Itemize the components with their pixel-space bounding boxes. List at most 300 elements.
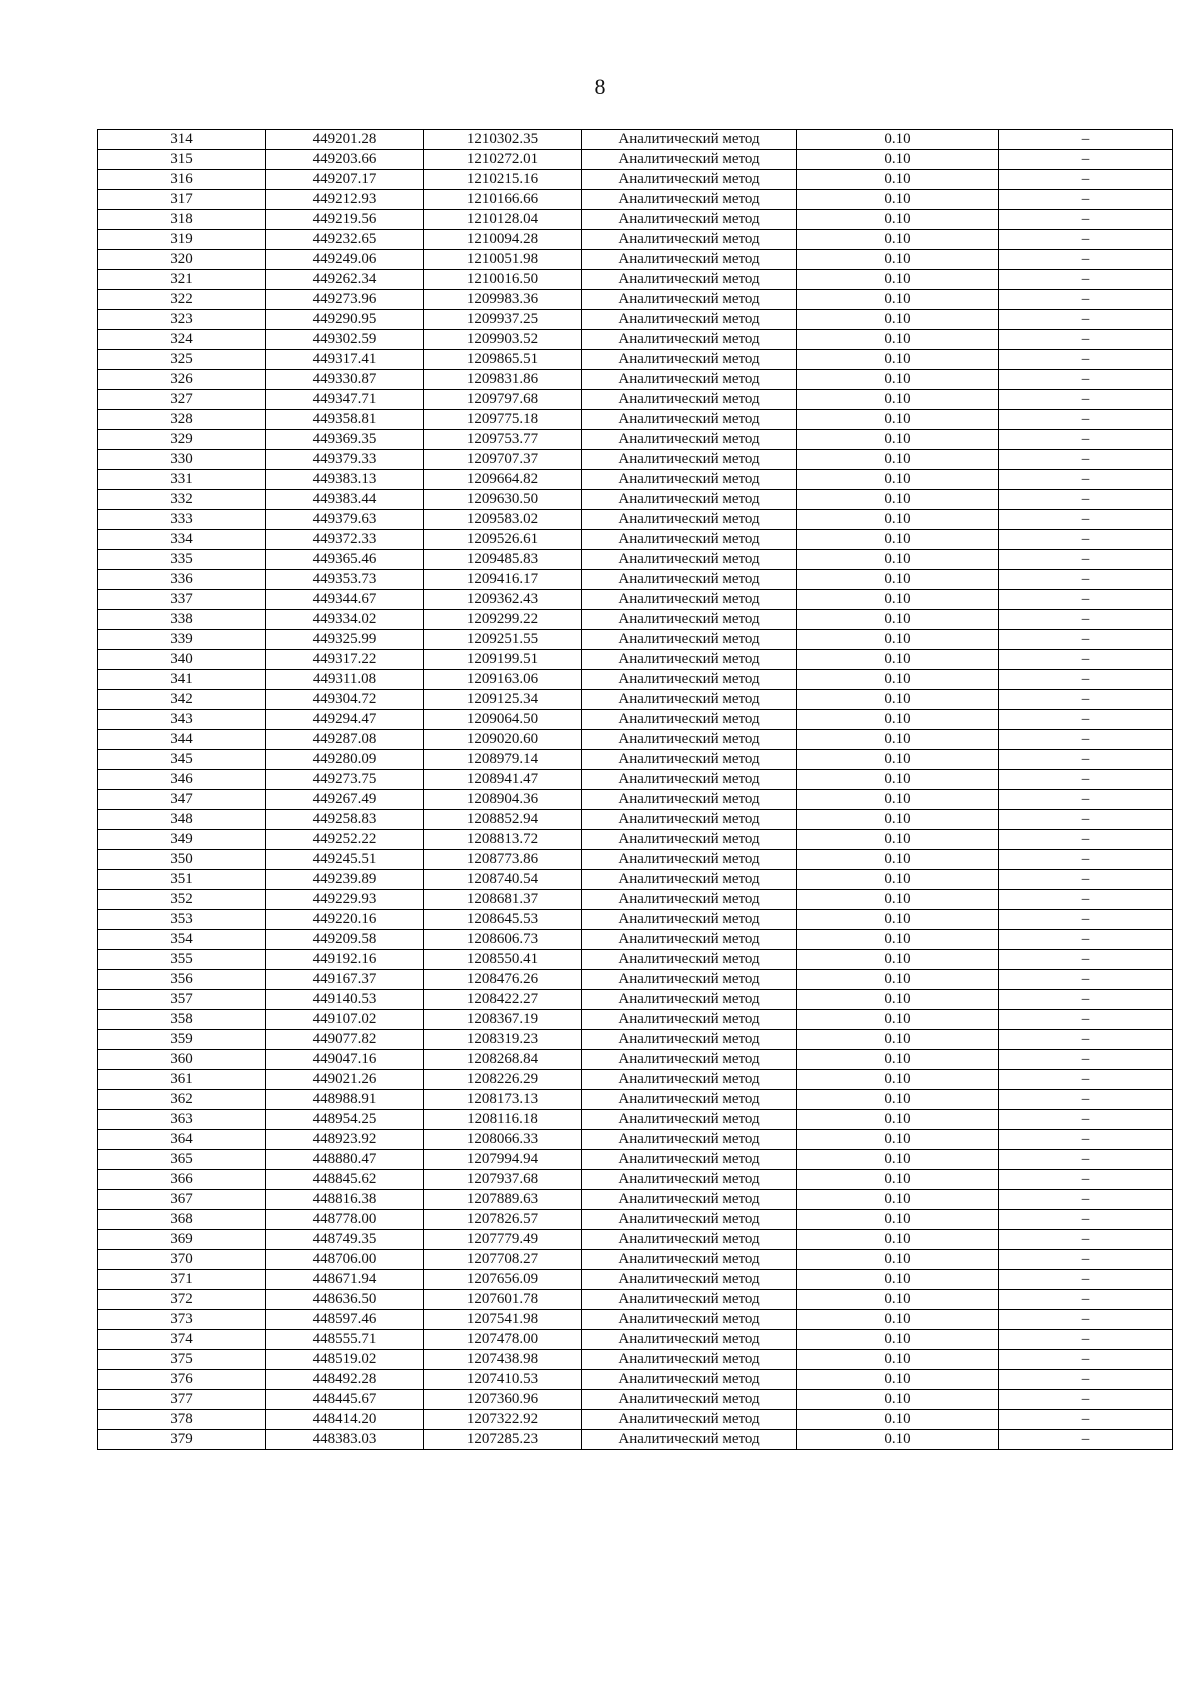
y-coordinate-cell: 1208645.53 [424,910,582,930]
accuracy-cell: 0.10 [797,210,999,230]
note-cell: – [999,1290,1173,1310]
y-coordinate-cell: 1209797.68 [424,390,582,410]
point-number-cell: 361 [98,1070,266,1090]
point-number-cell: 360 [98,1050,266,1070]
y-coordinate-cell: 1209020.60 [424,730,582,750]
x-coordinate-cell: 448519.02 [266,1350,424,1370]
table-row [98,370,1173,390]
x-coordinate-cell: 449379.63 [266,510,424,530]
y-coordinate-cell: 1208226.29 [424,1070,582,1090]
point-number-cell: 348 [98,810,266,830]
y-coordinate-cell: 1208550.41 [424,950,582,970]
x-coordinate-cell: 448445.67 [266,1390,424,1410]
coordinates-table [97,129,1173,1450]
point-number-cell: 343 [98,710,266,730]
x-coordinate-cell: 449220.16 [266,910,424,930]
x-coordinate-cell: 448954.25 [266,1110,424,1130]
x-coordinate-cell: 449334.02 [266,610,424,630]
table-row [98,950,1173,970]
y-coordinate-cell: 1207889.63 [424,1190,582,1210]
x-coordinate-cell: 449325.99 [266,630,424,650]
accuracy-cell: 0.10 [797,730,999,750]
note-cell: – [999,1250,1173,1270]
method-cell: Аналитический метод [582,910,797,930]
accuracy-cell: 0.10 [797,470,999,490]
method-cell: Аналитический метод [582,610,797,630]
y-coordinate-cell: 1209416.17 [424,570,582,590]
point-number-cell: 334 [98,530,266,550]
accuracy-cell: 0.10 [797,1150,999,1170]
accuracy-cell: 0.10 [797,190,999,210]
note-cell: – [999,590,1173,610]
table-row [98,910,1173,930]
note-cell: – [999,1150,1173,1170]
accuracy-cell: 0.10 [797,1010,999,1030]
table-row [98,530,1173,550]
note-cell: – [999,210,1173,230]
y-coordinate-cell: 1207285.23 [424,1430,582,1450]
accuracy-cell: 0.10 [797,1310,999,1330]
method-cell: Аналитический метод [582,1330,797,1350]
table-row [98,170,1173,190]
point-number-cell: 319 [98,230,266,250]
method-cell: Аналитический метод [582,870,797,890]
table-row [98,1290,1173,1310]
point-number-cell: 336 [98,570,266,590]
accuracy-cell: 0.10 [797,390,999,410]
x-coordinate-cell: 449047.16 [266,1050,424,1070]
accuracy-cell: 0.10 [797,750,999,770]
accuracy-cell: 0.10 [797,630,999,650]
table-row [98,1270,1173,1290]
method-cell: Аналитический метод [582,270,797,290]
point-number-cell: 332 [98,490,266,510]
x-coordinate-cell: 449212.93 [266,190,424,210]
y-coordinate-cell: 1207708.27 [424,1250,582,1270]
x-coordinate-cell: 448706.00 [266,1250,424,1270]
y-coordinate-cell: 1210302.35 [424,130,582,150]
accuracy-cell: 0.10 [797,1410,999,1430]
accuracy-cell: 0.10 [797,350,999,370]
table-row [98,1250,1173,1270]
note-cell: – [999,170,1173,190]
x-coordinate-cell: 449294.47 [266,710,424,730]
table-row [98,390,1173,410]
method-cell: Аналитический метод [582,1410,797,1430]
x-coordinate-cell: 448923.92 [266,1130,424,1150]
note-cell: – [999,970,1173,990]
accuracy-cell: 0.10 [797,650,999,670]
accuracy-cell: 0.10 [797,570,999,590]
point-number-cell: 365 [98,1150,266,1170]
point-number-cell: 324 [98,330,266,350]
point-number-cell: 321 [98,270,266,290]
accuracy-cell: 0.10 [797,1290,999,1310]
y-coordinate-cell: 1209485.83 [424,550,582,570]
method-cell: Аналитический метод [582,710,797,730]
note-cell: – [999,1230,1173,1250]
method-cell: Аналитический метод [582,210,797,230]
x-coordinate-cell: 449203.66 [266,150,424,170]
x-coordinate-cell: 449369.35 [266,430,424,450]
note-cell: – [999,370,1173,390]
method-cell: Аналитический метод [582,1050,797,1070]
point-number-cell: 331 [98,470,266,490]
point-number-cell: 367 [98,1190,266,1210]
x-coordinate-cell: 449273.75 [266,770,424,790]
table-row [98,1170,1173,1190]
note-cell: – [999,930,1173,950]
accuracy-cell: 0.10 [797,230,999,250]
x-coordinate-cell: 449140.53 [266,990,424,1010]
table-row [98,890,1173,910]
table-row [98,1130,1173,1150]
table-row [98,570,1173,590]
method-cell: Аналитический метод [582,670,797,690]
y-coordinate-cell: 1208941.47 [424,770,582,790]
accuracy-cell: 0.10 [797,1170,999,1190]
method-cell: Аналитический метод [582,730,797,750]
point-number-cell: 366 [98,1170,266,1190]
method-cell: Аналитический метод [582,150,797,170]
accuracy-cell: 0.10 [797,270,999,290]
method-cell: Аналитический метод [582,190,797,210]
table-row [98,270,1173,290]
accuracy-cell: 0.10 [797,310,999,330]
accuracy-cell: 0.10 [797,1370,999,1390]
accuracy-cell: 0.10 [797,290,999,310]
method-cell: Аналитический метод [582,430,797,450]
method-cell: Аналитический метод [582,1090,797,1110]
x-coordinate-cell: 449273.96 [266,290,424,310]
note-cell: – [999,430,1173,450]
note-cell: – [999,830,1173,850]
method-cell: Аналитический метод [582,770,797,790]
y-coordinate-cell: 1208367.19 [424,1010,582,1030]
x-coordinate-cell: 449347.71 [266,390,424,410]
table-row [98,310,1173,330]
accuracy-cell: 0.10 [797,790,999,810]
x-coordinate-cell: 449358.81 [266,410,424,430]
y-coordinate-cell: 1209865.51 [424,350,582,370]
y-coordinate-cell: 1207541.98 [424,1310,582,1330]
point-number-cell: 323 [98,310,266,330]
table-row [98,1430,1173,1450]
y-coordinate-cell: 1210128.04 [424,210,582,230]
point-number-cell: 328 [98,410,266,430]
accuracy-cell: 0.10 [797,510,999,530]
x-coordinate-cell: 448414.20 [266,1410,424,1430]
method-cell: Аналитический метод [582,490,797,510]
y-coordinate-cell: 1207410.53 [424,1370,582,1390]
accuracy-cell: 0.10 [797,850,999,870]
y-coordinate-cell: 1210051.98 [424,250,582,270]
note-cell: – [999,630,1173,650]
method-cell: Аналитический метод [582,930,797,950]
table-row [98,1010,1173,1030]
point-number-cell: 377 [98,1390,266,1410]
accuracy-cell: 0.10 [797,150,999,170]
accuracy-cell: 0.10 [797,870,999,890]
x-coordinate-cell: 449229.93 [266,890,424,910]
table-row [98,130,1173,150]
x-coordinate-cell: 448597.46 [266,1310,424,1330]
note-cell: – [999,1190,1173,1210]
table-row [98,610,1173,630]
accuracy-cell: 0.10 [797,830,999,850]
x-coordinate-cell: 449353.73 [266,570,424,590]
table-row [98,230,1173,250]
table-row [98,490,1173,510]
y-coordinate-cell: 1209937.25 [424,310,582,330]
table-row [98,1230,1173,1250]
x-coordinate-cell: 449021.26 [266,1070,424,1090]
note-cell: – [999,270,1173,290]
accuracy-cell: 0.10 [797,970,999,990]
accuracy-cell: 0.10 [797,130,999,150]
point-number-cell: 333 [98,510,266,530]
accuracy-cell: 0.10 [797,1070,999,1090]
x-coordinate-cell: 449379.33 [266,450,424,470]
x-coordinate-cell: 449232.65 [266,230,424,250]
note-cell: – [999,890,1173,910]
y-coordinate-cell: 1207656.09 [424,1270,582,1290]
point-number-cell: 329 [98,430,266,450]
table-row [98,730,1173,750]
note-cell: – [999,1030,1173,1050]
y-coordinate-cell: 1209903.52 [424,330,582,350]
y-coordinate-cell: 1207779.49 [424,1230,582,1250]
table-row [98,830,1173,850]
point-number-cell: 368 [98,1210,266,1230]
accuracy-cell: 0.10 [797,690,999,710]
x-coordinate-cell: 449344.67 [266,590,424,610]
method-cell: Аналитический метод [582,130,797,150]
table-row [98,770,1173,790]
note-cell: – [999,690,1173,710]
point-number-cell: 322 [98,290,266,310]
note-cell: – [999,510,1173,530]
y-coordinate-cell: 1210272.01 [424,150,582,170]
x-coordinate-cell: 449267.49 [266,790,424,810]
point-number-cell: 371 [98,1270,266,1290]
x-coordinate-cell: 449239.89 [266,870,424,890]
accuracy-cell: 0.10 [797,330,999,350]
point-number-cell: 349 [98,830,266,850]
note-cell: – [999,850,1173,870]
table-row [98,970,1173,990]
note-cell: – [999,1330,1173,1350]
accuracy-cell: 0.10 [797,590,999,610]
accuracy-cell: 0.10 [797,950,999,970]
x-coordinate-cell: 449302.59 [266,330,424,350]
y-coordinate-cell: 1209199.51 [424,650,582,670]
method-cell: Аналитический метод [582,290,797,310]
x-coordinate-cell: 449207.17 [266,170,424,190]
table-row [98,930,1173,950]
x-coordinate-cell: 449365.46 [266,550,424,570]
x-coordinate-cell: 449192.16 [266,950,424,970]
x-coordinate-cell: 449280.09 [266,750,424,770]
x-coordinate-cell: 448492.28 [266,1370,424,1390]
point-number-cell: 342 [98,690,266,710]
method-cell: Аналитический метод [582,570,797,590]
table-row [98,1150,1173,1170]
accuracy-cell: 0.10 [797,1130,999,1150]
accuracy-cell: 0.10 [797,370,999,390]
note-cell: – [999,350,1173,370]
accuracy-cell: 0.10 [797,990,999,1010]
table-row [98,1310,1173,1330]
y-coordinate-cell: 1209707.37 [424,450,582,470]
x-coordinate-cell: 448383.03 [266,1430,424,1450]
accuracy-cell: 0.10 [797,610,999,630]
method-cell: Аналитический метод [582,1070,797,1090]
point-number-cell: 330 [98,450,266,470]
accuracy-cell: 0.10 [797,1090,999,1110]
note-cell: – [999,450,1173,470]
point-number-cell: 347 [98,790,266,810]
point-number-cell: 345 [98,750,266,770]
point-number-cell: 338 [98,610,266,630]
y-coordinate-cell: 1209753.77 [424,430,582,450]
note-cell: – [999,1430,1173,1450]
note-cell: – [999,1130,1173,1150]
y-coordinate-cell: 1207438.98 [424,1350,582,1370]
y-coordinate-cell: 1209299.22 [424,610,582,630]
method-cell: Аналитический метод [582,1370,797,1390]
note-cell: – [999,870,1173,890]
y-coordinate-cell: 1208476.26 [424,970,582,990]
table-row [98,590,1173,610]
table-row [98,1390,1173,1410]
method-cell: Аналитический метод [582,1350,797,1370]
point-number-cell: 326 [98,370,266,390]
x-coordinate-cell: 449304.72 [266,690,424,710]
table-row [98,290,1173,310]
y-coordinate-cell: 1209064.50 [424,710,582,730]
table-row [98,850,1173,870]
accuracy-cell: 0.10 [797,710,999,730]
method-cell: Аналитический метод [582,1250,797,1270]
method-cell: Аналитический метод [582,250,797,270]
method-cell: Аналитический метод [582,1190,797,1210]
accuracy-cell: 0.10 [797,1430,999,1450]
x-coordinate-cell: 449287.08 [266,730,424,750]
x-coordinate-cell: 449330.87 [266,370,424,390]
x-coordinate-cell: 448778.00 [266,1210,424,1230]
point-number-cell: 374 [98,1330,266,1350]
x-coordinate-cell: 449317.22 [266,650,424,670]
y-coordinate-cell: 1210166.66 [424,190,582,210]
y-coordinate-cell: 1209630.50 [424,490,582,510]
table-row [98,470,1173,490]
method-cell: Аналитический метод [582,1290,797,1310]
y-coordinate-cell: 1207937.68 [424,1170,582,1190]
method-cell: Аналитический метод [582,590,797,610]
y-coordinate-cell: 1208173.13 [424,1090,582,1110]
method-cell: Аналитический метод [582,230,797,250]
table-row [98,150,1173,170]
x-coordinate-cell: 449201.28 [266,130,424,150]
point-number-cell: 373 [98,1310,266,1330]
table-row [98,690,1173,710]
point-number-cell: 340 [98,650,266,670]
method-cell: Аналитический метод [582,750,797,770]
accuracy-cell: 0.10 [797,930,999,950]
note-cell: – [999,1070,1173,1090]
x-coordinate-cell: 448555.71 [266,1330,424,1350]
method-cell: Аналитический метод [582,650,797,670]
method-cell: Аналитический метод [582,810,797,830]
x-coordinate-cell: 449383.44 [266,490,424,510]
accuracy-cell: 0.10 [797,1330,999,1350]
accuracy-cell: 0.10 [797,810,999,830]
method-cell: Аналитический метод [582,410,797,430]
accuracy-cell: 0.10 [797,1050,999,1070]
point-number-cell: 314 [98,130,266,150]
point-number-cell: 358 [98,1010,266,1030]
method-cell: Аналитический метод [582,470,797,490]
method-cell: Аналитический метод [582,850,797,870]
point-number-cell: 350 [98,850,266,870]
point-number-cell: 325 [98,350,266,370]
method-cell: Аналитический метод [582,1010,797,1030]
method-cell: Аналитический метод [582,690,797,710]
y-coordinate-cell: 1208852.94 [424,810,582,830]
table-row [98,350,1173,370]
point-number-cell: 362 [98,1090,266,1110]
method-cell: Аналитический метод [582,1210,797,1230]
accuracy-cell: 0.10 [797,1190,999,1210]
table-row [98,190,1173,210]
table-row [98,1070,1173,1090]
method-cell: Аналитический метод [582,1230,797,1250]
point-number-cell: 352 [98,890,266,910]
method-cell: Аналитический метод [582,310,797,330]
note-cell: – [999,710,1173,730]
accuracy-cell: 0.10 [797,1230,999,1250]
y-coordinate-cell: 1209526.61 [424,530,582,550]
accuracy-cell: 0.10 [797,450,999,470]
x-coordinate-cell: 449262.34 [266,270,424,290]
accuracy-cell: 0.10 [797,1030,999,1050]
y-coordinate-cell: 1208773.86 [424,850,582,870]
table-row [98,1410,1173,1430]
method-cell: Аналитический метод [582,1130,797,1150]
method-cell: Аналитический метод [582,1310,797,1330]
y-coordinate-cell: 1208319.23 [424,1030,582,1050]
note-cell: – [999,1310,1173,1330]
point-number-cell: 375 [98,1350,266,1370]
y-coordinate-cell: 1207360.96 [424,1390,582,1410]
note-cell: – [999,410,1173,430]
point-number-cell: 346 [98,770,266,790]
method-cell: Аналитический метод [582,1430,797,1450]
table-row [98,1370,1173,1390]
x-coordinate-cell: 448988.91 [266,1090,424,1110]
x-coordinate-cell: 448749.35 [266,1230,424,1250]
note-cell: – [999,1110,1173,1130]
table-row [98,1210,1173,1230]
point-number-cell: 337 [98,590,266,610]
y-coordinate-cell: 1209251.55 [424,630,582,650]
accuracy-cell: 0.10 [797,530,999,550]
y-coordinate-cell: 1208681.37 [424,890,582,910]
method-cell: Аналитический метод [582,790,797,810]
y-coordinate-cell: 1209583.02 [424,510,582,530]
note-cell: – [999,1090,1173,1110]
